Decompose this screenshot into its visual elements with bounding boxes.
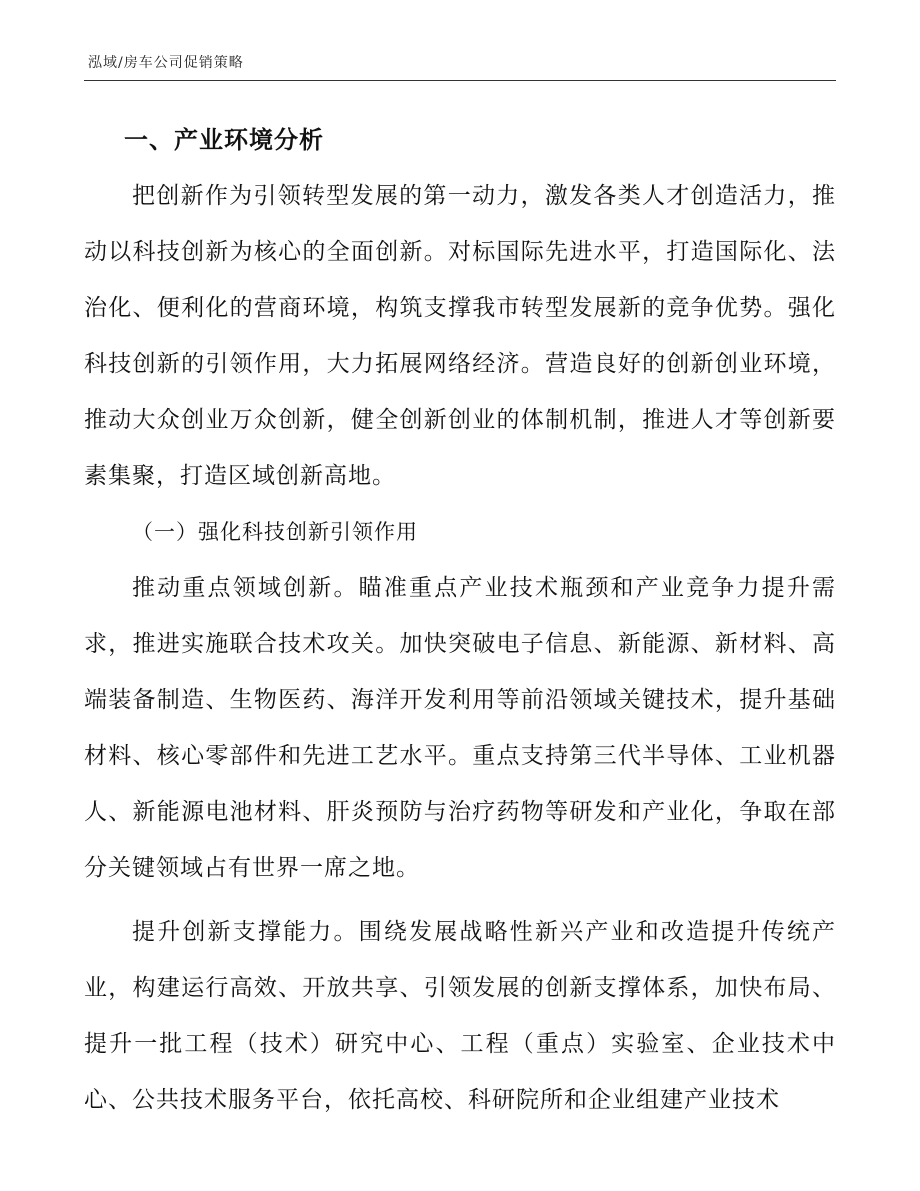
document-body bbox=[84, 112, 836, 1128]
body-paragraph: 提升创新支撑能力。围绕发展战略性新兴产业和改造提升传统产业，构建运行高效、开放共享、引领发展的创新支撑体系，加快布局、提升一批工程（技术）研究中心、工程（重点）实验室、企业技术中心、公共技术服务平台，依托高校、科研院所和企业组建产业技术 bbox=[84, 919, 836, 1113]
section-heading: 一、产业环境分析 bbox=[124, 125, 324, 154]
header-divider bbox=[84, 80, 836, 81]
body-paragraph: 推动重点领域创新。瞄准重点产业技术瓶颈和产业竞争力提升需求，推进实施联合技术攻关。加快突破电子信息、新能源、新材料、高端装备制造、生物医药、海洋开发利用等前沿领域关键技术，提升基础材料、核心零部件和先进工艺水平。重点支持第三代半导体、工业机器人、新能源电池材料、肝炎预防与治疗药物等研发和产业化，争取在部分关键领域占有世界一席之地。 bbox=[84, 575, 836, 881]
paragraph-spacer bbox=[84, 896, 836, 904]
subsection-heading: （一）强化科技创新引领作用 bbox=[132, 520, 418, 544]
intro-paragraph: 把创新作为引领转型发展的第一动力，激发各类人才创造活力，推动以科技创新为核心的全面创新。对标国际先进水平，打造国际化、法治化、便利化的营商环境，构筑支撑我市转型发展新的竞争优势。强化科技创新的引领作用，大力拓展网络经济。营造良好的创新创业环境，推动大众创业万众创新，健全创新创业的体制机制，推进人才等创新要素集聚，打造区域创新高地。 bbox=[84, 183, 836, 489]
running-header: 泓域/房车公司促销策略 bbox=[88, 55, 244, 71]
